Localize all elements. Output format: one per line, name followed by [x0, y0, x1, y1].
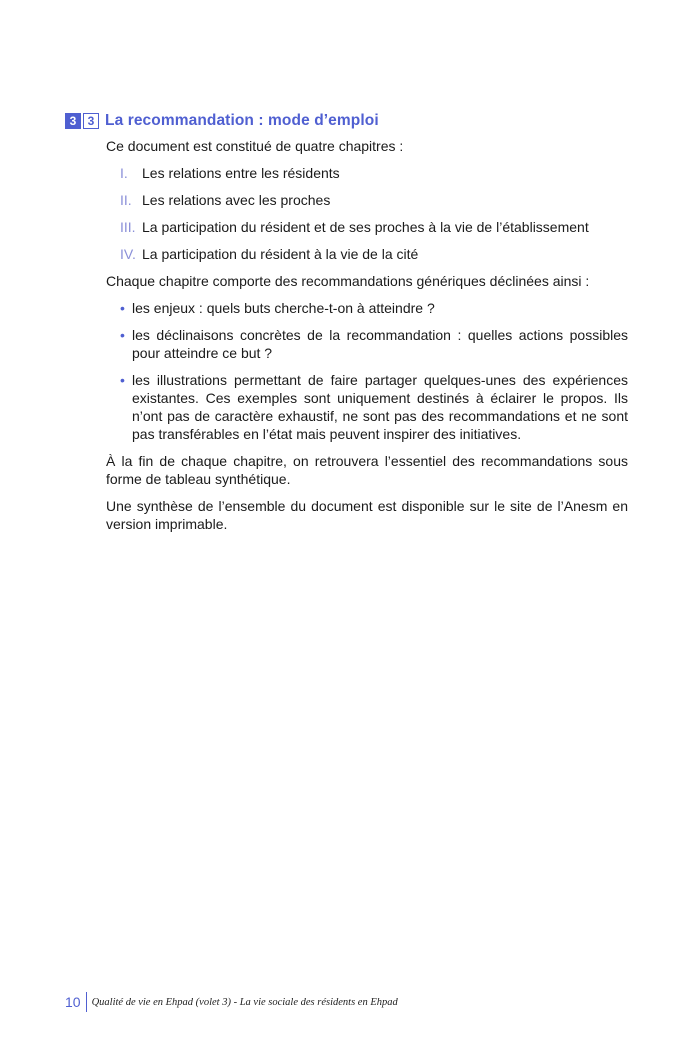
bullet-icon: • [120, 327, 125, 343]
list-item-text: les déclinaisons concrètes de la recommandation : quelles actions possibles pour atteindre ce but ? [132, 327, 628, 361]
chapter-label: Les relations avec les proches [142, 192, 331, 208]
bullet-icon: • [120, 372, 125, 388]
list-item [120, 299, 628, 317]
chapter-item [120, 191, 628, 209]
list-item-text: les enjeux : quels buts cherche-t-on à atteindre ? [132, 300, 435, 316]
chapters-intro-paragraph: Chaque chapitre comporte des recommandations génériques déclinées ainsi : [106, 273, 590, 289]
chapter-item [120, 245, 628, 263]
chapter-number: II. [120, 192, 132, 208]
chapter-number: I. [120, 165, 128, 181]
page-footer [65, 992, 398, 1012]
recommendation-components-list [106, 299, 628, 443]
main-content [106, 137, 628, 542]
list-item [120, 326, 628, 362]
list-item-text: les illustrations permettant de faire partager quelques-unes des expériences existantes. Ces exemples sont uniquement destinés à éclairer le propos. Ils n’ont pas de caractère exhaustif, ne sont pas des recommandations et ne sont pas transférables en l’état mais peuvent inspirer des initiatives. [132, 372, 628, 442]
chapter-label: La participation du résident et de ses proches à la vie de l’établissement [142, 219, 589, 235]
chapter-item [120, 164, 628, 182]
section-heading [65, 112, 379, 130]
end-of-chapter-paragraph: À la fin de chaque chapitre, on retrouvera l’essentiel des recommandations sous forme de tableau synthétique. [106, 453, 628, 487]
section-number-badge-primary: 3 [65, 113, 81, 129]
section-number-badge-secondary: 3 [83, 113, 99, 129]
page-number: 10 [65, 994, 81, 1010]
chapter-number: IV. [120, 246, 136, 262]
bullet-icon: • [120, 300, 125, 316]
intro-paragraph: Ce document est constitué de quatre chapitres : [106, 138, 404, 154]
chapter-label: La participation du résident à la vie de la cité [142, 246, 419, 262]
footer-running-title: Qualité de vie en Ehpad (volet 3) - La vie sociale des résidents en Ehpad [91, 996, 398, 1008]
synthesis-paragraph: Une synthèse de l’ensemble du document est disponible sur le site de l’Anesm en version imprimable. [106, 498, 628, 532]
list-item [120, 371, 628, 443]
chapter-label: Les relations entre les résidents [142, 165, 340, 181]
chapters-list [106, 164, 628, 263]
footer-divider [86, 992, 87, 1012]
section-title: La recommandation : mode d’emploi [105, 112, 379, 129]
chapter-item [120, 218, 628, 236]
chapter-number: III. [120, 219, 136, 235]
